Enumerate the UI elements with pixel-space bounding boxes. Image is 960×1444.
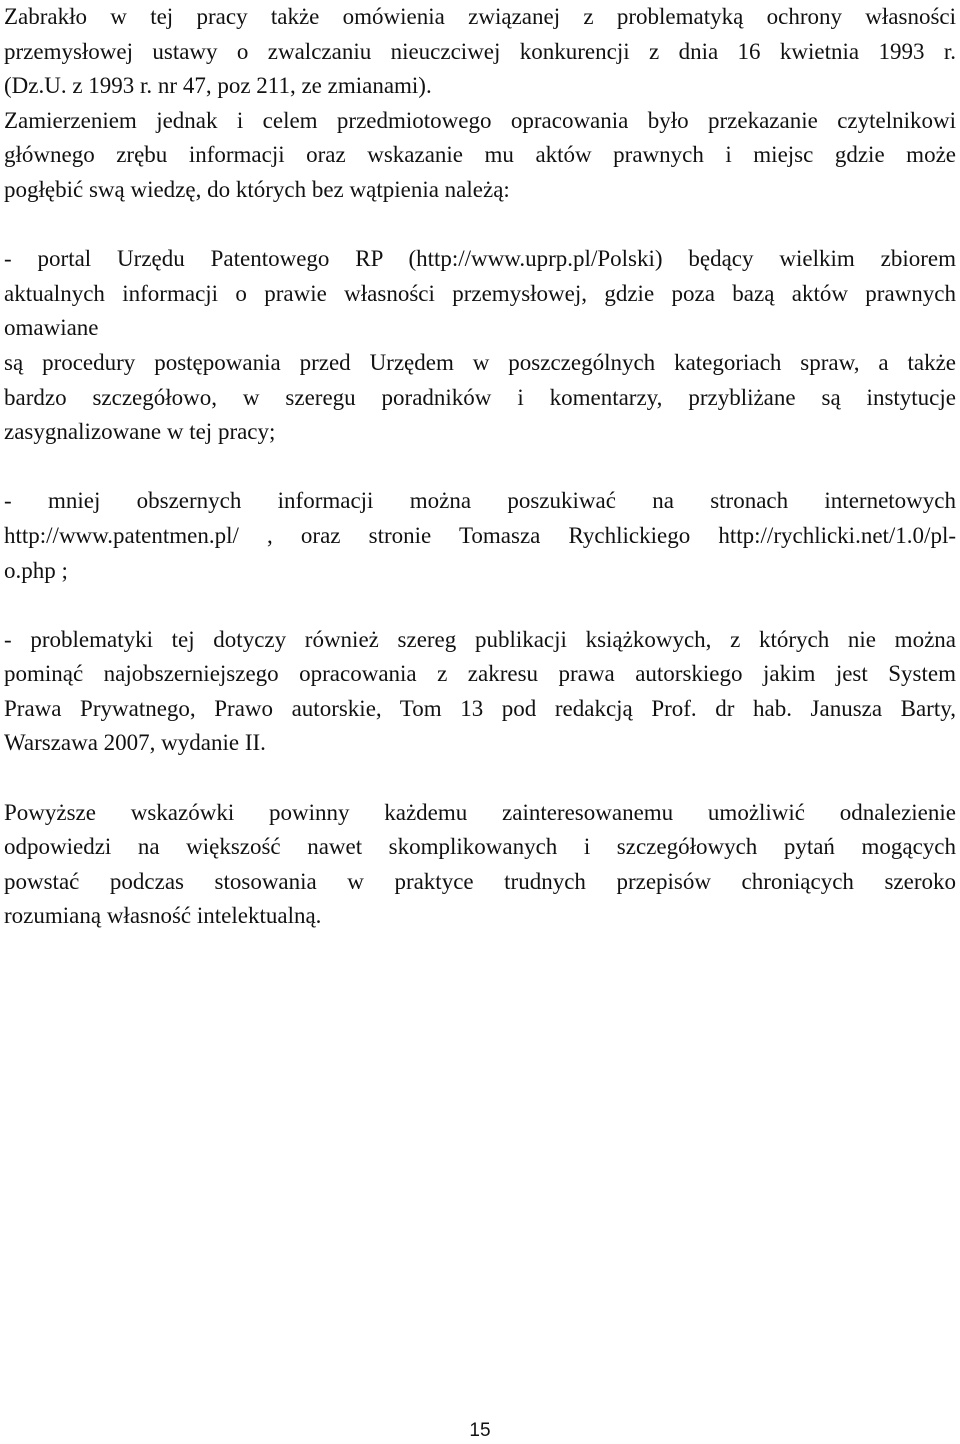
text-line: - mniej obszernych informacji można poszukiwać na stronach internetowych bbox=[4, 488, 956, 514]
text-line: http://www.patentmen.pl/ , oraz stronie Tomasza Rychlickiego http://rychlicki.net/1.0/pl- bbox=[4, 522, 956, 548]
paragraph-book-publications bbox=[4, 623, 956, 761]
text-line: Prawa Prywatnego, Prawo autorskie, Tom 13 pod redakcją Prof. dr hab. Janusza Barty, bbox=[4, 695, 956, 721]
paragraph-web-sources bbox=[4, 484, 956, 588]
paragraph-gap bbox=[4, 761, 956, 796]
text-line: o.php ; bbox=[4, 557, 68, 583]
text-line: Zamierzeniem jednak i celem przedmiotowego opracowania było przekazanie czytelnikowi bbox=[4, 107, 956, 133]
text-line: Powyższe wskazówki powinny każdemu zainteresowanemu umożliwić odnalezienie bbox=[4, 799, 956, 825]
text-line: Warszawa 2007, wydanie II. bbox=[4, 730, 266, 756]
text-line: są procedury postępowania przed Urzędem w poszczególnych kategoriach spraw, a także bbox=[4, 349, 956, 375]
paragraph-closing-remarks bbox=[4, 796, 956, 934]
document-body bbox=[4, 0, 956, 934]
text-line: omawiane bbox=[4, 315, 99, 341]
text-line: - portal Urzędu Patentowego RP (http://www.uprp.pl/Polski) będący wielkim zbiorem bbox=[4, 246, 956, 272]
paragraph-gap bbox=[4, 588, 956, 623]
paragraph-gap bbox=[4, 450, 956, 485]
text-line: pogłębić swą wiedzę, do których bez wątpienia należą: bbox=[4, 176, 510, 202]
text-line: pominąć najobszerniejszego opracowania z zakresu prawa autorskiego jakim jest System bbox=[4, 661, 956, 687]
paragraph-omission-note bbox=[4, 0, 956, 208]
text-line: powstać podczas stosowania w praktyce trudnych przepisów chroniących szeroko bbox=[4, 868, 956, 894]
page-number: 15 bbox=[469, 1420, 491, 1441]
text-line: zasygnalizowane w tej pracy; bbox=[4, 419, 276, 445]
text-line: - problematyki tej dotyczy również szereg publikacji książkowych, z których nie można bbox=[4, 626, 956, 652]
paragraph-gap bbox=[4, 208, 956, 243]
text-line: przemysłowej ustawy o zwalczaniu nieuczciwej konkurencji z dnia 16 kwietnia 1993 r. bbox=[4, 38, 956, 64]
text-line: Zabrakło w tej pracy także omówienia związanej z problematyką ochrony własności bbox=[4, 4, 956, 29]
text-line: głównego zrębu informacji oraz wskazanie mu aktów prawnych i miejsc gdzie może bbox=[4, 142, 956, 168]
text-line: aktualnych informacji o prawie własności przemysłowej, gdzie poza bazą aktów prawnych bbox=[4, 280, 956, 306]
text-line: odpowiedzi na większość nawet skomplikowanych i szczegółowych pytań mogących bbox=[4, 834, 956, 860]
paragraph-uprp-portal bbox=[4, 242, 956, 450]
text-line: (Dz.U. z 1993 r. nr 47, poz 211, ze zmianami). bbox=[4, 73, 432, 99]
text-line: bardzo szczegółowo, w szeregu poradników i komentarzy, przybliżane są instytucje bbox=[4, 384, 956, 410]
text-line: rozumianą własność intelektualną. bbox=[4, 903, 322, 929]
